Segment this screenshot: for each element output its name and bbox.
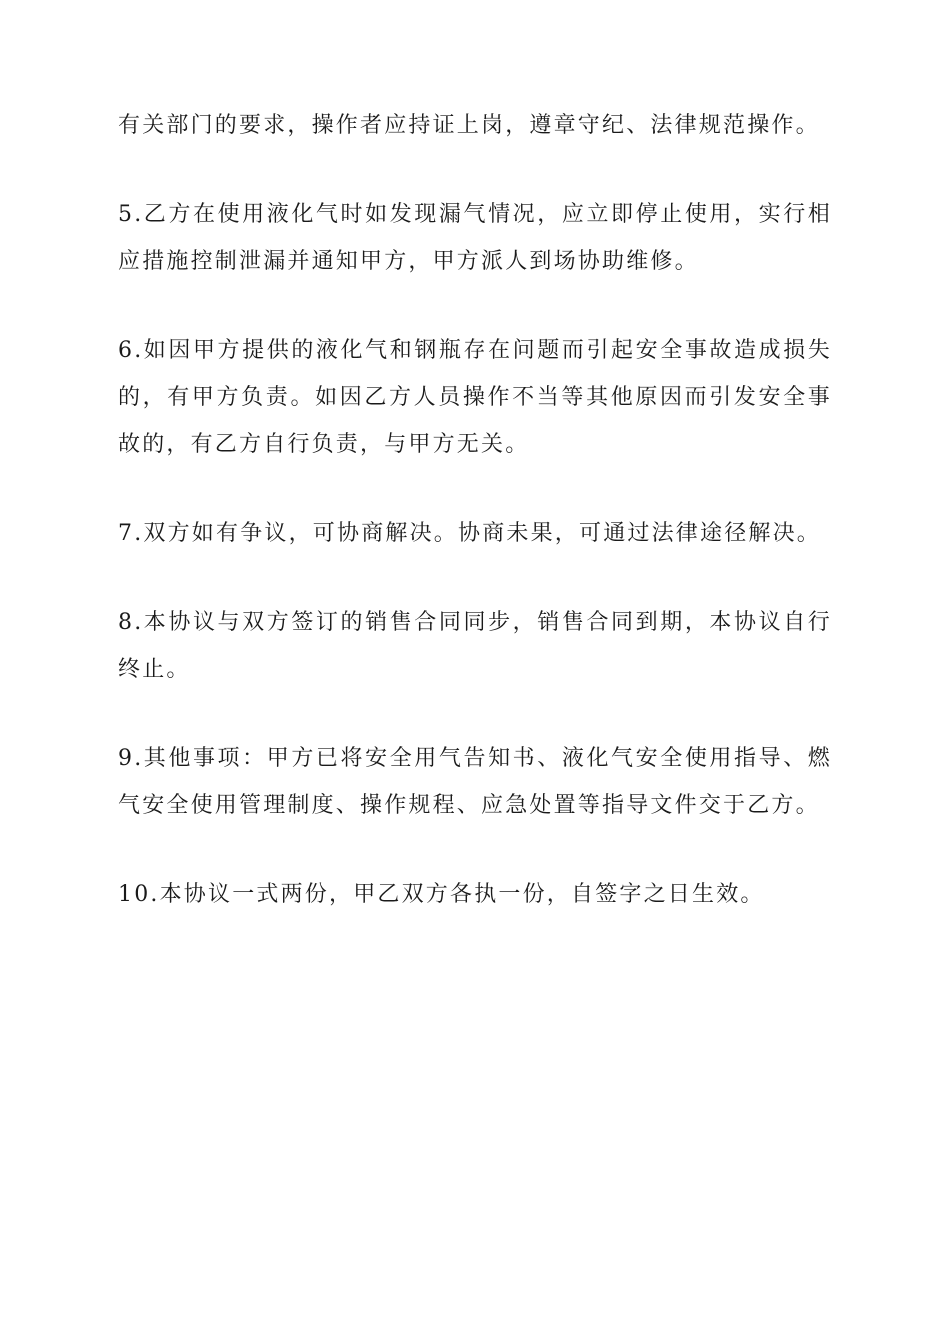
- paragraph-continuation: 有关部门的要求，操作者应持证上岗，遵章守纪、法律规范操作。: [118, 113, 820, 138]
- clause-8: 8.本协议与双方签订的销售合同同步，销售合同到期，本协议自行终止。: [118, 610, 832, 682]
- clause-9: 9.其他事项：甲方已将安全用气告知书、液化气安全使用指导、燃气安全使用管理制度、操作规程、应急处置等指导文件交于乙方。: [118, 746, 832, 818]
- clause-6: 6.如因甲方提供的液化气和钢瓶存在问题而引起安全事故造成损失的，有甲方负责。如因乙方人员操作不当等其他原因而引发安全事故的，有乙方自行负责，与甲方无关。: [118, 338, 832, 457]
- clause-7: 7.双方如有争议，可协商解决。协商未果，可通过法律途径解决。: [118, 521, 821, 546]
- clause-5: 5.乙方在使用液化气时如发现漏气情况，应立即停止使用，实行相应措施控制泄漏并通知甲方，甲方派人到场协助维修。: [118, 202, 832, 274]
- document-body: [118, 102, 832, 960]
- clause-10: 10.本协议一式两份，甲乙双方各执一份，自签字之日生效。: [118, 882, 765, 907]
